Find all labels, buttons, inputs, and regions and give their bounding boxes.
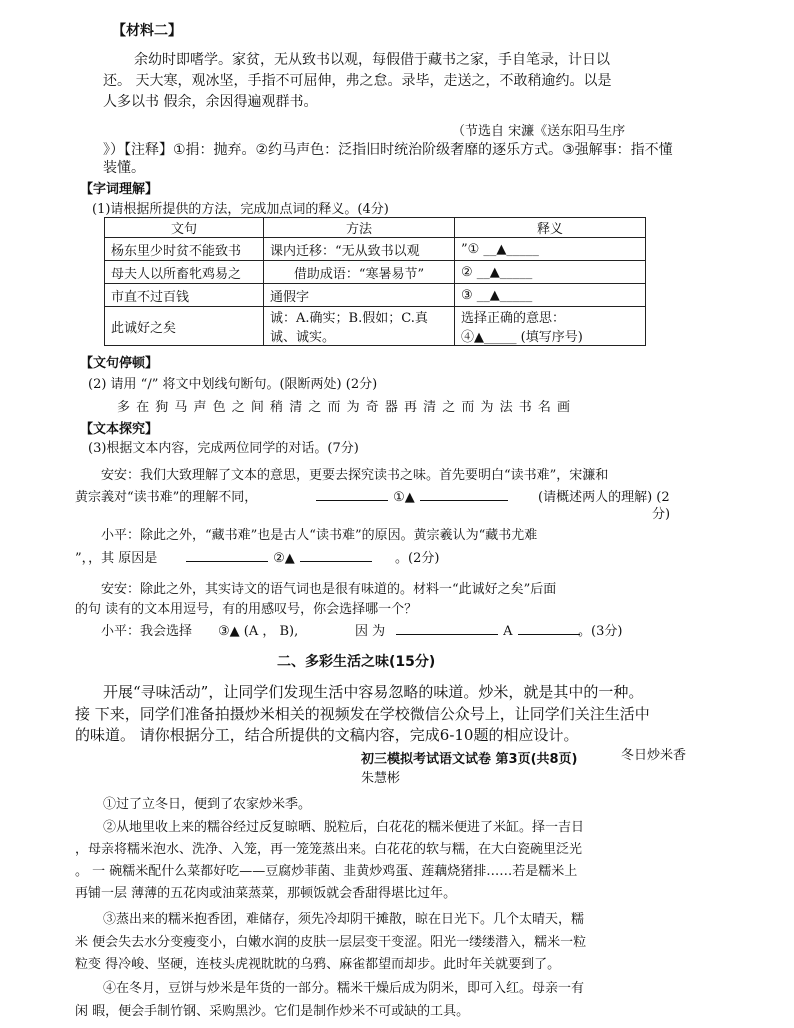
dialog1-line1: 安安：我们大致理解了文本的意思，更要去探究读书之味。首先要明白“读书难”，宋濂和	[101, 468, 609, 483]
material2-para1: 余幼时即嗜学。家贫，无从致书以观，每假借于藏书之家，手自笔录，计日以	[134, 52, 610, 68]
essay-p3-line3: 粒变 得冷峻、坚硬，连枝头虎视眈眈的乌鸦、麻雀都望而却步。此时年关就要到了。	[75, 957, 561, 972]
row3-method: 通假字	[264, 284, 455, 307]
dialog2-blank: ②▲	[273, 551, 295, 566]
blank-underline	[518, 620, 580, 635]
section2-intro1: 开展“寻味活动”，让同学们发现生活中容易忽略的味道。炒米，就是其中的一种。	[103, 683, 644, 701]
essay-p2-line1: ②从地里收上来的糯谷经过反复晾晒、脱粒后，白花花的糯米便进了米缸。择一吉日	[103, 820, 585, 835]
essay-p2-line3: 。 一 碗糯米配什么菜都好吃——豆腐炒菲菌、韭黄炒鸡蛋、莲藕烧猪排……若是糯米上	[75, 864, 578, 879]
row2-answer[interactable]: ② __▲_____	[455, 261, 646, 284]
blank-underline	[420, 486, 508, 501]
table-header-row	[105, 218, 646, 238]
section2-intro3: 的味道。 请你根据分工，结合所提供的文稿内容，完成6-10题的相应设计。	[75, 726, 579, 744]
essay-p2-line4: 再铺一层 薄薄的五花肉或油菜蒸菜，那顿饭就会香甜得堪比过年。	[75, 886, 457, 901]
essay-p3-line1: ③蒸出来的糯米抱香团，难储存，须先冷却阴干摊散，晾在日光下。几个太晴天，糯	[103, 912, 585, 927]
vocab-header: 【字词理解】	[80, 182, 159, 197]
material2-source: （节选自 宋濂《送东阳马生序	[452, 124, 626, 139]
row1-sentence: 杨东里少时贫不能致书	[105, 238, 264, 261]
dialog2-line1: 小平：除此之外，“藏书难”也是古人“读书难”的原因。黄宗羲认为“藏书尤难	[101, 528, 538, 543]
blank-underline	[316, 486, 388, 501]
essay-p4-line2: 闲 暇，便会手制竹钢、采购黑沙。它们是制作炒米不可或缺的工具。	[75, 1004, 470, 1019]
vocab-question: (1)请根据所提供的方法，完成加点词的释义。(4分)	[92, 202, 389, 217]
dialog1-tail: (请概述两人的理解) (2	[538, 490, 670, 505]
dialog2-line2: ”，，其 原因是	[75, 551, 158, 566]
page-label: 初三模拟考试语文试卷 第3页(共8页)	[361, 752, 578, 767]
explore-header: 【文本探究】	[80, 422, 159, 437]
row1-answer[interactable]: ”① __▲_____	[455, 238, 646, 261]
explore-question: (3)根据文本内容，完成两位同学的对话。(7分)	[88, 441, 359, 456]
pause-question: (2) 请用 “/” 将文中划线句断句。(限断两处) (2分)	[88, 377, 378, 392]
table-row	[105, 307, 646, 346]
row4-sentence: 此诚好之矣	[105, 307, 264, 346]
table-row	[105, 238, 646, 261]
section2-intro2: 接 下来，同学们准备拍摄炒米相关的视频发在学校微信公众号上，让同学们关注生活中	[75, 705, 650, 723]
col-header-sentence: 文句	[105, 218, 264, 238]
material2-para3: 人多以书 假余，余因得遍观群书。	[103, 94, 318, 110]
table-row	[105, 284, 646, 307]
dialog4-choice[interactable]: ③▲ (A ， B),	[218, 624, 299, 639]
dialog4-blank-area[interactable]	[396, 620, 580, 639]
dialog4-line1: 小平：我会选择	[101, 624, 193, 639]
pause-header: 【文句停顿】	[80, 356, 159, 371]
essay-title: 冬日炒米香	[621, 748, 687, 763]
blank-underline	[300, 547, 372, 562]
material2-header: 【材料二】	[112, 23, 182, 39]
row4-method-cont: 诚、诚实。	[270, 330, 336, 345]
row1-method: 课内迁移：“无从致书以观	[264, 238, 455, 261]
essay-author: 朱慧彬	[361, 771, 401, 786]
row4-answer: 选择正确的意思：	[461, 311, 566, 326]
pause-sentence: 多 在 狗 马 声 色 之 间 稍 清 之 而 为 奇 器 再 清 之 而 为 法 书 名 画	[117, 400, 572, 415]
vocab-table	[104, 217, 646, 346]
row2-method: 借助成语：“寒暑易节”	[264, 261, 455, 284]
row3-answer[interactable]: ③ __▲_____	[455, 284, 646, 307]
row4-answer-cell	[455, 307, 646, 346]
dialog3-line1: 安安：除此之外，其实诗文的语气词也是很有味道的。材料一“此诚好之矣”后面	[101, 582, 557, 597]
row3-sentence: 市直不过百钱	[105, 284, 264, 307]
dialog2-blank-area[interactable]	[186, 547, 372, 566]
material2-notes-cont: 装懂。	[103, 160, 145, 176]
blank-underline	[186, 547, 268, 562]
essay-p2-line2: ，母亲将糯米泡水、洗净、入笼，再一笼笼蒸出来。白花花的软与糯，在大白瓷碗里泛光	[75, 842, 583, 857]
dialog1-blank: ①▲	[393, 490, 415, 505]
dialog4-score: 。(3分)	[578, 624, 623, 639]
row2-sentence: 母夫人以所畜牝鸡易之	[105, 261, 264, 284]
material2-notes: 》）【注释】①捐：抛弃。②约马声色：泛指旧时统治阶级奢靡的逐乐方式。③强解事：指不懂	[103, 142, 673, 158]
dialog1-line2: 黄宗義对“读书难”的理解不同，	[75, 490, 258, 505]
blank-underline	[396, 620, 498, 635]
dialog1-score: 分)	[652, 507, 671, 522]
essay-p4-line1: ④在冬月，豆饼与炒米是年货的一部分。糯米干燥后成为阴米，即可入红。母亲一有	[103, 981, 585, 996]
row4-method-cell	[264, 307, 455, 346]
dialog3-line2: 的句 读有的文本用逗号，有的用感叹号，你会选择哪一个？	[75, 602, 418, 617]
section2-title: 二、多彩生活之味(15分)	[277, 654, 436, 670]
dialog4-because: 因 为	[355, 624, 386, 639]
row4-answer-blank[interactable]: ④▲_____ (填写序号)	[461, 330, 583, 345]
table-row	[105, 261, 646, 284]
dialog4-blank: A	[503, 624, 513, 639]
col-header-method: 方法	[264, 218, 455, 238]
essay-p3-line2: 米 便会失去水分变瘦变小，白嫩水润的皮肤一层层变干变涩。阳光一缕缕潜入，糯米一粒	[75, 935, 587, 950]
row4-method: 诚：A.确实；B.假如；C.真	[270, 311, 428, 326]
dialog2-tail: 。(2分)	[395, 551, 440, 566]
material2-para2: 还。 天大寒，观冰坚，手指不可屈伸，弗之怠。录毕，走送之，不敢稍逾约。以是	[103, 73, 612, 89]
col-header-meaning: 释义	[455, 218, 646, 238]
essay-p1: ①过了立冬日，便到了农家炒米季。	[103, 797, 312, 812]
dialog1-blank-area[interactable]	[316, 486, 508, 505]
